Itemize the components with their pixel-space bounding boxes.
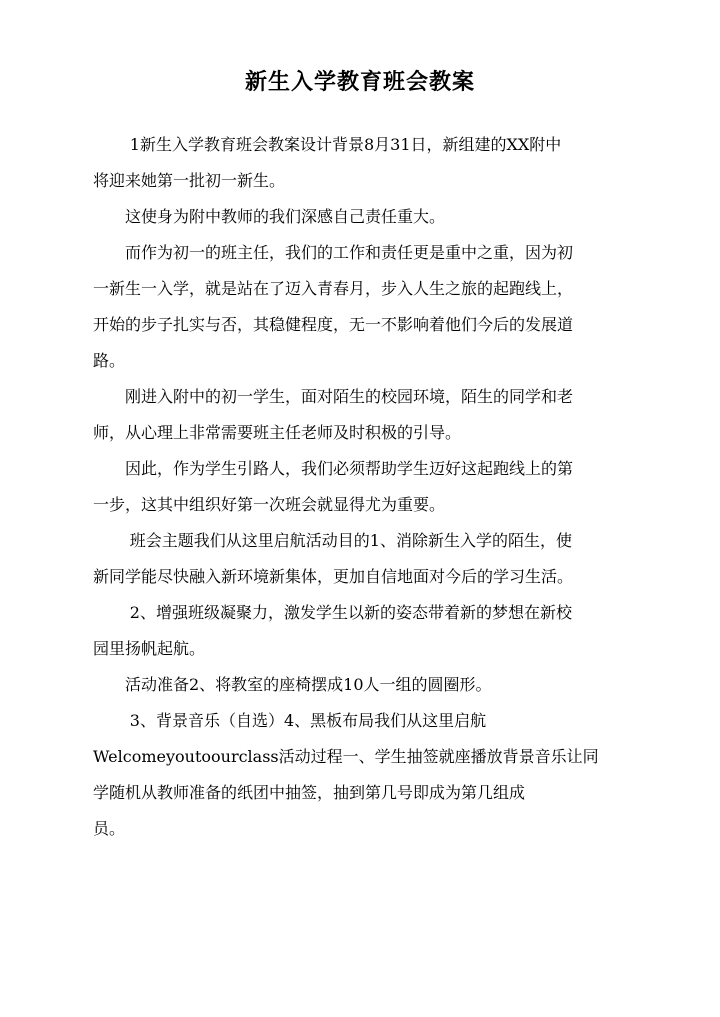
- paragraph-9: [93, 703, 623, 847]
- paragraph-7: [93, 595, 623, 667]
- paragraph-5: [93, 451, 623, 523]
- paragraph-line: Welcomeyoutoourclass活动过程一、学生抽签就座播放背景音乐让同: [93, 747, 599, 766]
- paragraph-line: 3、背景音乐（自选）4、黑板布局我们从这里启航: [129, 711, 487, 730]
- paragraph-line: 园里扬帆起航。: [93, 639, 206, 658]
- paragraph-line: 一新生一入学，就是站在了迈入青春月，步入人生之旅的起跑线上，: [93, 279, 574, 298]
- paragraph-line: 活动准备2、将教室的座椅摆成10人一组的圆圈形。: [125, 675, 492, 694]
- paragraph-line: 刚进入附中的初一学生，面对陌生的校园环境，陌生的同学和老: [125, 387, 574, 406]
- paragraph-line: 将迎来她第一批初一新生。: [93, 171, 286, 190]
- paragraph-line: 而作为初一的班主任，我们的工作和责任更是重中之重，因为初: [125, 243, 574, 262]
- paragraph-3: [93, 235, 623, 379]
- paragraph-6: [93, 523, 623, 595]
- paragraph-line: 班会主题我们从这里启航活动目的1、消除新生入学的陌生，使: [129, 531, 572, 550]
- paragraph-line: 这使身为附中教师的我们深感自己责任重大。: [125, 207, 446, 226]
- paragraph-line: 路。: [93, 351, 126, 370]
- paragraph-line: 因此，作为学生引路人，我们必须帮助学生迈好这起跑线上的第: [125, 459, 574, 478]
- paragraph-line: 师，从心理上非常需要班主任老师及时积极的引导。: [93, 423, 462, 442]
- paragraph-line: 2、增强班级凝聚力，激发学生以新的姿态带着新的梦想在新校: [129, 603, 572, 622]
- paragraph-line: 学随机从教师准备的纸团中抽签，抽到第几号即成为第几组成: [93, 783, 526, 802]
- document-body: [93, 127, 623, 847]
- paragraph-line: 员。: [93, 819, 126, 838]
- paragraph-2: [93, 199, 623, 235]
- paragraph-line: 1新生入学教育班会教案设计背景8月31日，新组建的XX附中: [129, 135, 562, 154]
- document-title: 新生入学教育班会教案: [244, 69, 475, 95]
- paragraph-line: 开始的步子扎实与否，其稳健程度，无一不影响着他们今后的发展道: [93, 315, 574, 334]
- paragraph-line: 一步，这其中组织好第一次班会就显得尤为重要。: [93, 495, 446, 514]
- paragraph-4: [93, 379, 623, 451]
- paragraph-8: [93, 667, 623, 703]
- paragraph-1: [93, 127, 623, 199]
- paragraph-line: 新同学能尽快融入新环境新集体，更加自信地面对今后的学习生活。: [93, 567, 574, 586]
